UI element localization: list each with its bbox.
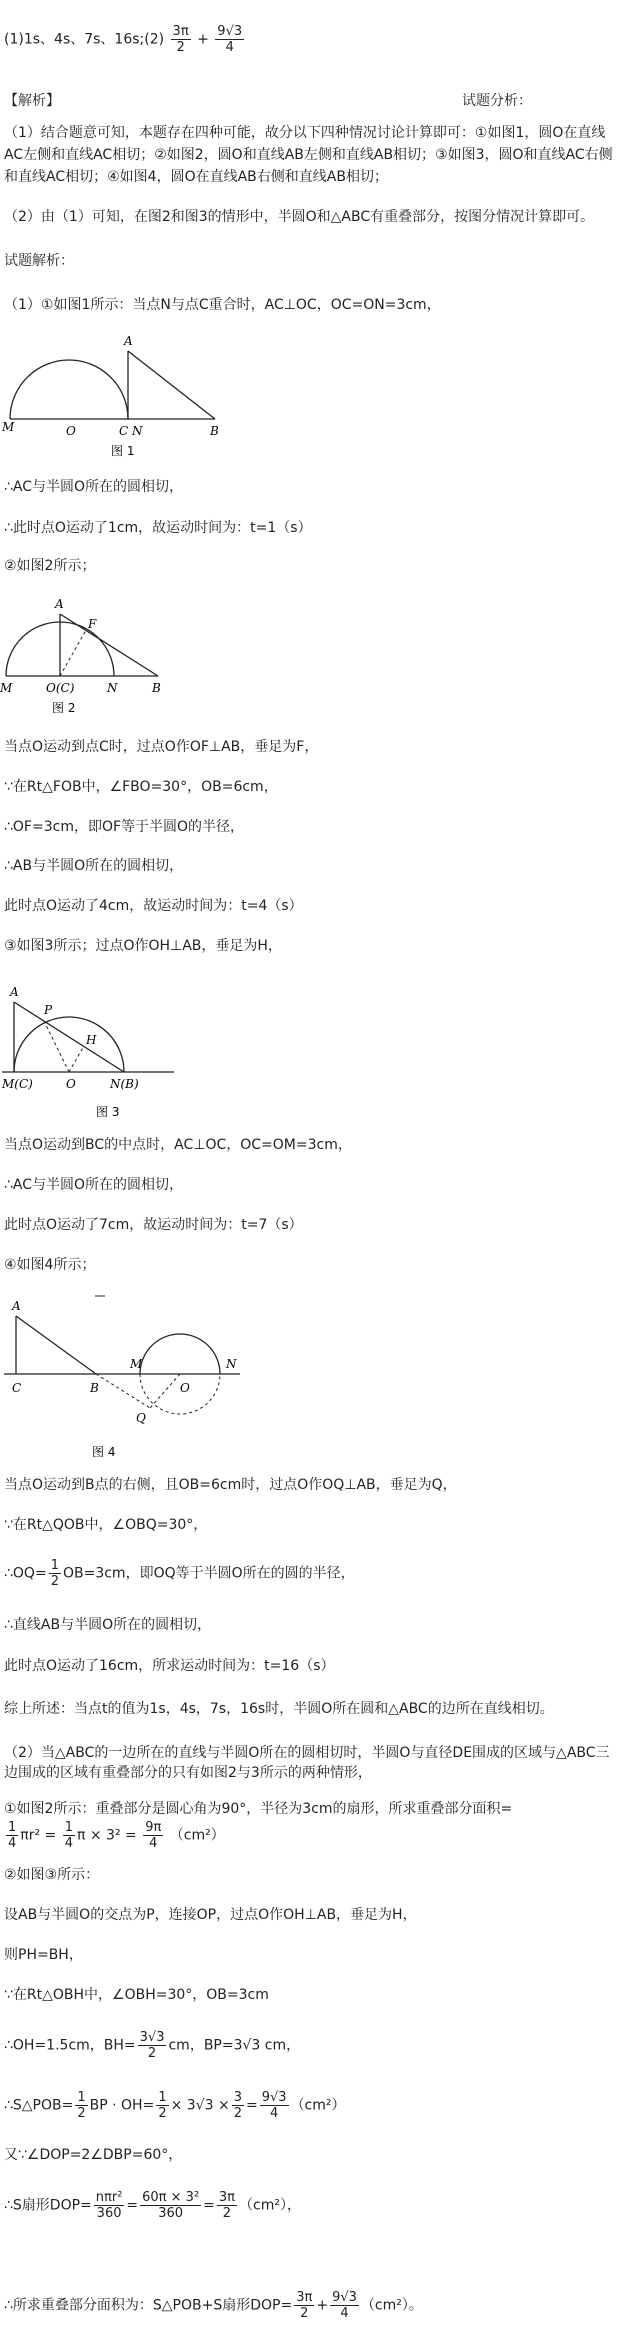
fig1-caption: 图 1 (111, 444, 135, 458)
analysis-paragraph-2: （2）由（1）可知，在图2和图3的情形中，半圆O和△ABC有重叠部分，按图分情况计算即可。 (4, 209, 595, 225)
figure-2 (0, 592, 200, 732)
answer-frac-b: $\frac{9√3}{4}$ (217, 24, 243, 55)
part2b-line-2: 则PH=BH， (4, 1947, 83, 1963)
answer-plus: + (197, 31, 209, 48)
part2b-head: ②如图③所示： (4, 1867, 100, 1883)
fig4-semicircle (140, 1334, 220, 1374)
fig4-label-c: C (12, 1381, 22, 1395)
fig3-label-h: H (86, 1033, 97, 1047)
fig1-label-o: O (66, 424, 76, 438)
fig4-label-n: N (226, 1357, 237, 1371)
fig4-ab-extension-dashed (96, 1374, 150, 1408)
s1-line-2: ∴此时点O运动了1cm，故运动时间为：t=1（s） (4, 520, 312, 536)
part2b-line-8: ∴所求重叠部分面积为：S△POB+S扇形DOP= $\frac{3\pi}{2}$ + $\frac{9√3}{4}$ （cm²）。 (4, 2290, 423, 2321)
part2-line-1: （2）当△ABC的一边所在的直线与半圆O所在的圆相切时，半圆O与直径DE围成的区域与△ABC三 (4, 1745, 610, 1761)
s4-line-5: 此时点O运动了16cm，所求运动时间为：t=16（s） (4, 1658, 335, 1674)
answer-frac-a: $\frac{3\pi}{2}$ (172, 24, 189, 55)
s3-line-3: 此时点O运动了7cm，故运动时间为：t=7（s） (4, 1217, 303, 1233)
s2-line-1: 当点O运动到点C时，过点O作OF⊥AB，垂足为F， (4, 739, 319, 755)
fig3-label-o: O (66, 1077, 76, 1091)
answer-text: (1)1s、4s、7s、16s;(2) (4, 31, 165, 48)
fig1-label-m: M (2, 420, 15, 434)
s2-line-2: ∵在Rt△FOB中，∠FBO=30°，OB=6cm， (4, 779, 278, 795)
s4-line-4: ∴直线AB与半圆O所在的圆相切， (4, 1617, 212, 1633)
fig1-semicircle (10, 360, 128, 419)
answer-line (4, 24, 246, 55)
fig2-of-dashed (60, 630, 86, 676)
part2b-line-5: ∴S△POB= $\frac{1}{2}$ BP · OH= $\frac{1}{2}$ × 3√3 × $\frac{3}{2}$ = $\frac{9√3}{4}$ （cm²） (4, 2090, 346, 2121)
s2-head: ②如图2所示； (4, 558, 96, 574)
s4-head: ④如图4所示； (4, 1257, 96, 1273)
tag-test-analysis: 试题分析： (462, 93, 532, 109)
fig3-oh-dashed (69, 1046, 84, 1072)
part2-line-2: 边围成的区域有重叠部分的只有如图2与3所示的两种情形， (4, 1765, 372, 1781)
fig3-caption: 图 3 (96, 1105, 120, 1119)
s1-head: （1）①如图1所示：当点N与点C重合时，AC⊥OC，OC=ON=3cm， (4, 297, 441, 313)
fig1-label-b: B (210, 424, 219, 438)
fig1-label-cn: C N (119, 424, 143, 438)
part2b-line-6: 又∵∠DOP=2∠DBP=60°， (4, 2147, 183, 2163)
figure-4 (0, 1288, 260, 1468)
s4-line-1: 当点O运动到B点的右侧，且OB=6cm时，过点O作OQ⊥AB，垂足为Q， (4, 1477, 457, 1493)
s2-line-3: ∴OF=3cm，即OF等于半圆O的半径， (4, 819, 245, 835)
fig2-label-oc: O(C) (46, 681, 75, 695)
fig4-label-m: M (130, 1357, 143, 1371)
fig3-semicircle (14, 1017, 124, 1072)
fig3-label-mc: M(C) (2, 1077, 33, 1091)
fig2-side-ab (60, 614, 158, 676)
tag-analysis: 【解析】 (4, 93, 60, 109)
s4-frac: $\frac{1}{2}$ (50, 1558, 59, 1589)
fig2-label-f: F (88, 617, 97, 631)
fig1-label-a: A (124, 334, 133, 348)
fig2-label-m: M (0, 681, 13, 695)
part2a-head: ①如图2所示：重叠部分是圆心角为90°，半径为3cm的扇形，所求重叠部分面积= (4, 1801, 513, 1817)
fig1-side-ab (128, 351, 215, 419)
s2-line-5: 此时点O运动了4cm，故运动时间为：t=4（s） (4, 898, 303, 914)
part2b-line-4: ∴OH=1.5cm，BH= $\frac{3√3}{2}$ cm，BP=3√3 cm， (4, 2030, 301, 2061)
fig2-label-a: A (55, 597, 64, 611)
analysis-paragraph-1: （1）结合题意可知，本题存在四种可能，故分以下四种情况讨论计算即可：①如图1，圆O在直线AC左侧和直线AC相切；②如图2，圆O和直线AB左侧和直线AB相切；③如图3，圆O和直线AC右侧和直线AC相切；④如图4，圆O在直线AB右侧和直线AB相切； (4, 125, 613, 185)
fig2-label-n: N (107, 681, 118, 695)
part2b-line-3: ∵在Rt△OBH中，∠OBH=30°，OB=3cm (4, 1987, 269, 2003)
tag-solution: 试题解析： (4, 253, 74, 269)
fig4-label-b: B (90, 1381, 99, 1395)
s3-line-2: ∴AC与半圆O所在的圆相切， (4, 1177, 184, 1193)
s2-line-4: ∴AB与半圆O所在的圆相切， (4, 858, 184, 874)
s3-line-1: 当点O运动到BC的中点时，AC⊥OC，OC=OM=3cm， (4, 1137, 352, 1153)
figure-3 (0, 980, 200, 1120)
s1-line-1: ∴AC与半圆O所在的圆相切， (4, 479, 184, 495)
s4-line-2: ∵在Rt△QOB中，∠OBQ=30°， (4, 1517, 208, 1533)
part2b-line-7: ∴S扇形DOP= $\frac{\text{nπr²}}{360}$ = $\frac{\text{60π × 3²}}{360}$ = $\frac{3\pi}{2}$ （cm²）， (4, 2190, 301, 2221)
fig4-side-ab (16, 1316, 96, 1374)
fig2-caption: 图 2 (52, 701, 76, 715)
fig4-label-q: Q (136, 1411, 146, 1425)
fig3-side-ab (14, 1002, 124, 1072)
s4-line-3: ∴OQ= $\frac{1}{2}$ OB=3cm，即OQ等于半圆O所在的圆的半径， (4, 1558, 355, 1589)
s3-head: ③如图3所示；过点O作OH⊥AB，垂足为H， (4, 938, 282, 954)
fig4-label-a: A (12, 1299, 21, 1313)
summary: 综上所述：当点t的值为1s，4s，7s，16s时，半圆O所在圆和△ABC的边所在直线相切。 (4, 1701, 554, 1717)
fig3-label-p: P (44, 1003, 53, 1017)
fig4-label-o: O (180, 1381, 190, 1395)
fig3-label-nb: N(B) (110, 1077, 139, 1091)
part2b-line-1: 设AB与半圆O的交点为P，连接OP，过点O作OH⊥AB，垂足为H， (4, 1907, 417, 1923)
fig3-label-a: A (10, 985, 19, 999)
fig2-label-b: B (152, 681, 161, 695)
figure-1 (0, 325, 240, 465)
part2a-formula: $\frac{1}{4}$ πr² = $\frac{1}{4}$ π × 3² = $\frac{9\pi}{4}$ （cm²） (8, 1820, 225, 1851)
fig4-caption: 图 4 (92, 1445, 116, 1459)
fig4-oq-dashed (150, 1374, 180, 1408)
